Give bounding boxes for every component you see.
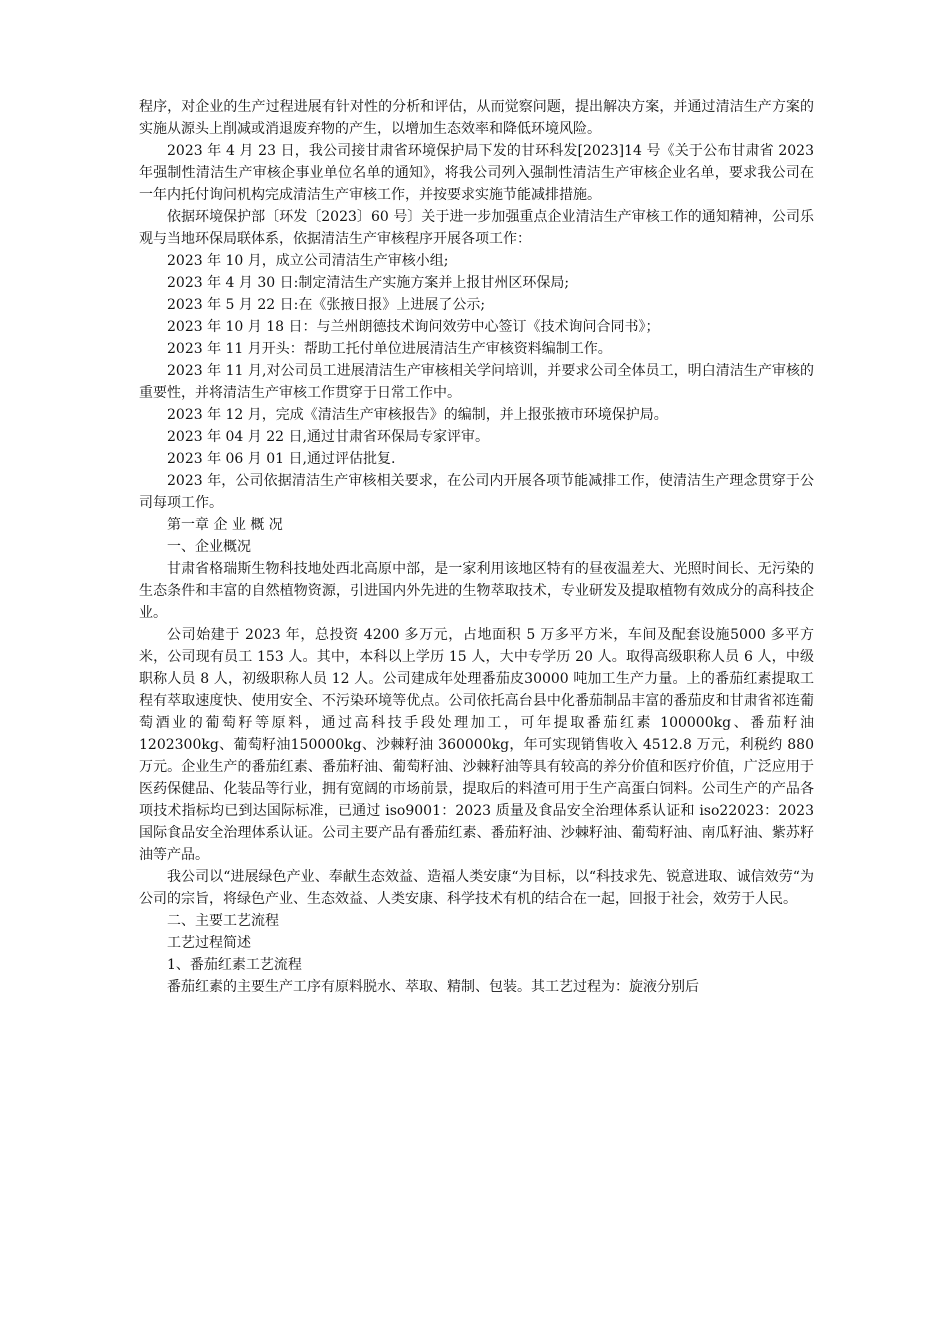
paragraph: 依据环境保护部〔环发〔2023〕60 号〕关于进一步加强重点企业清洁生产审核工作的通知精神，公司乐观与当地环保局联体系，依据清洁生产审核程序开展各项工作： bbox=[139, 209, 814, 247]
paragraph: 2023 年 4 月 23 日，我公司接甘肃省环境保护局下发的甘环科发[2023]14 号《关于公布甘肃省 2023 年强制性清洁生产审核企事业单位名单的通知》，将我公司列入强制性清洁生产审核企业名单，要求我公司在一年内托付询问机构完成清洁生产审核工作，并按要求实施节能减排措施。 bbox=[139, 143, 814, 203]
timeline-item: 2023 年 04 月 22 日,通过甘肃省环保局专家评审。 bbox=[167, 429, 489, 445]
paragraph: 2023 年，公司依据清洁生产审核相关要求，在公司内开展各项节能减排工作，使清洁生产理念贯穿于公司每项工作。 bbox=[139, 473, 814, 511]
section-heading: 一、企业概况 bbox=[167, 539, 251, 555]
timeline-item: 2023 年 11 月,对公司员工进展清洁生产审核相关学问培训，并要求公司全体员工，明白清洁生产审核的重要性，并将清洁生产审核工作贯穿于日常工作中。 bbox=[139, 363, 814, 401]
subsection-heading: 工艺过程简述 bbox=[167, 935, 251, 951]
paragraph: 番茄红素的主要生产工序有原料脱水、萃取、精制、包装。其工艺过程为：旋液分别后 bbox=[167, 979, 699, 995]
document-page bbox=[139, 96, 814, 998]
timeline-item: 2023 年 4 月 30 日:制定清洁生产实施方案并上报甘州区环保局; bbox=[167, 275, 570, 291]
chapter-heading: 第一章 企 业 概 况 bbox=[167, 517, 283, 533]
paragraph: 甘肃省格瑞斯生物科技地处西北高原中部，是一家利用该地区特有的昼夜温差大、光照时间长、无污染的生态条件和丰富的自然植物资源，引进国内外先进的生物萃取技术，专业研发及提取植物有效成分的高科技企业。 bbox=[139, 561, 814, 621]
paragraph: 我公司以“进展绿色产业、奉献生态效益、造福人类安康“为目标，以“科技求先、锐意进取、诚信效劳“为公司的宗旨，将绿色产业、生态效益、人类安康、科学技术有机的结合在一起，回报于社会，效劳于人民。 bbox=[139, 869, 814, 907]
section-heading: 二、主要工艺流程 bbox=[167, 913, 279, 929]
timeline-item: 2023 年 10 月 18 日：与兰州朗德技术询问效劳中心签订《技术询问合同书》； bbox=[167, 319, 660, 335]
paragraph: 程序，对企业的生产过程进展有针对性的分析和评估，从而觉察问题，提出解决方案，并通过清洁生产方案的实施从源头上削减或消退废弃物的产生，以增加生态效率和降低环境风险。 bbox=[139, 99, 814, 137]
timeline-item: 2023 年 06 月 01 日,通过评估批复. bbox=[167, 451, 396, 467]
timeline-item: 2023 年 5 月 22 日:在《张掖日报》上进展了公示; bbox=[167, 297, 486, 313]
paragraph: 公司始建于 2023 年，总投资 4200 多万元，占地面积 5 万多平方米，车间及配套设施5000 多平方米，公司现有员工 153 人。其中，本科以上学历 15 人，大中专学历 20 人。取得高级职称人员 6 人，中级职称人员 8 人，初级职称人员 12 人。公司建成年处理番茄皮30000 吨加工生产力量。上的番茄红素提取工程有萃取速度快、使用安全、不污染环境等优点。公司依托高台县中化番茄制品丰富的番茄皮和甘肃省祁连葡萄酒业的葡萄籽等原料，通过高科技手段处理加工，可年提取番茄红素 100000kg、番茄籽油 1202300kg、葡萄籽油150000kg、沙棘籽油 360000kg，年可实现销售收入 4512.8 万元，利税约 880 万元。企业生产的番茄红素、番茄籽油、葡萄籽油、沙棘籽油等具有较高的养分价值和医疗价值，广泛应用于医药保健品、化装品等行业，拥有宽阔的市场前景，提取后的料渣可用于生产高蛋白饲料。公司生产的产品各项技术指标均已到达国际标准，已通过 iso9001：2023 质量及食品安全治理体系认证和 iso22023：2023 国际食品安全治理体系认证。公司主要产品有番茄红素、番茄籽油、沙棘籽油、葡萄籽油、南瓜籽油、紫苏籽油等产品。 bbox=[139, 627, 814, 863]
timeline-item: 2023 年 12 月，完成《清洁生产审核报告》的编制，并上报张掖市环境保护局。 bbox=[167, 407, 668, 423]
subsection-heading: 1、番茄红素工艺流程 bbox=[167, 957, 302, 973]
timeline-item: 2023 年 10 月，成立公司清洁生产审核小组; bbox=[167, 253, 449, 269]
timeline-item: 2023 年 11 月开头：帮助工托付单位进展清洁生产审核资料编制工作。 bbox=[167, 341, 612, 357]
